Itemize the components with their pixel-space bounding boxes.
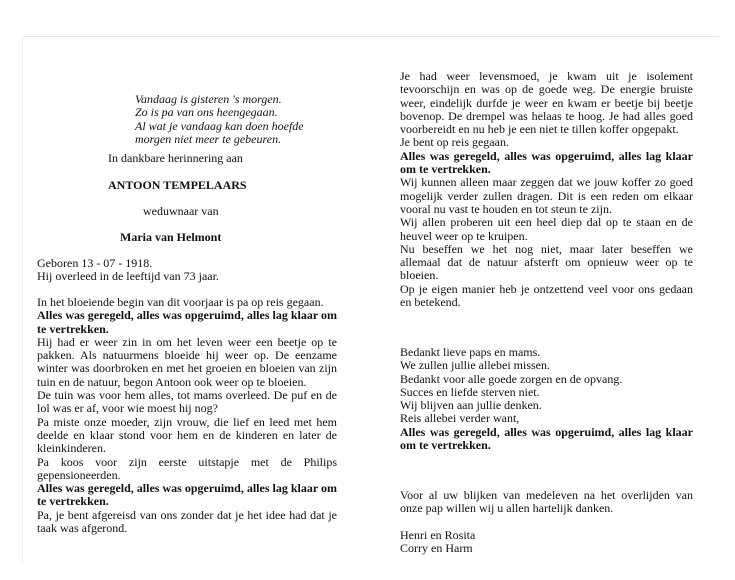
signature-line: Corry en Harm	[400, 541, 473, 556]
farewell-bold: Alles was geregeld, alles was opgeruimd, alles lag klaar om te vertrekken.	[400, 424, 693, 453]
poem-line: Zo is pa van ons heengegaan.	[135, 105, 278, 120]
paragraph-bold: Alles was geregeld, alles was opgeruimd, alles lag klaar om te vertrekken.	[400, 148, 693, 177]
farewell-line: Succes en liefde sterven niet.	[400, 384, 540, 399]
farewell-block	[400, 346, 693, 452]
paragraph: Hij had er weer zin in om het leven weer een beetje op te pakken. Als natuurmens bloeide hij weer op. De eenzame winter was doorbroken en met het groeien en bloeien van zijn tuin en de natuur, begon Antoon ook weer op te bloeien.	[37, 334, 337, 389]
poem-line: morgen niet meer te gebeuren.	[135, 131, 282, 146]
paragraph: Pa, je bent afgereisd van ons zonder dat je het idee had dat je taak was afgerond.	[37, 507, 337, 536]
farewell-line: Reis allebei verder want,	[400, 411, 520, 426]
card-border-left	[22, 36, 23, 564]
signature-line: Henri en Rosita	[400, 528, 476, 542]
remembrance-line: In dankbare herinnering aan	[108, 151, 243, 165]
deceased-name: ANTOON TEMPELAARS	[108, 178, 247, 192]
memorial-poem	[135, 93, 335, 146]
paragraph: Pa koos voor zijn eerste uitstapje met de Philips gepensioneerden.	[37, 454, 337, 482]
paragraph-bold: Alles was geregeld, alles was opgeruimd, alles lag klaar om te vertrekken.	[37, 308, 337, 336]
right-column-text	[400, 70, 693, 309]
paragraph: Nu beseffen we het nog niet, maar later beseffen we allemaal dat de natuur afsterft om opnieuw weer op te bloeien.	[400, 241, 693, 283]
poem-line: Vandaag is gisteren 's morgen.	[135, 92, 282, 106]
signatures	[400, 529, 693, 556]
paragraph: Wij allen proberen uit een heel diep dal op te staan en de heuvel weer op te kruipen.	[400, 215, 693, 243]
thanks-text: Voor al uw blijken van medeleven na het overlijden van onze pap willen wij u allen hartelijk danken.	[400, 488, 693, 516]
farewell-line: Wij blijven aan jullie denken.	[400, 398, 542, 413]
paragraph: Pa miste onze moeder, zijn vrouw, die lief en leed met hem deelde en klaar stond voor hem en de kinderen en later de kleinkinderen.	[37, 414, 337, 456]
card-border-top	[22, 36, 719, 37]
spouse-name: Maria van Helmont	[120, 230, 222, 244]
paragraph: In het bloeiende begin van dit voorjaar is pa op reis gegaan.	[37, 295, 324, 309]
paragraph: Je had weer levensmoed, je kwam uit je isolement tevoorschijn en was op de goede weg. De energie bruiste weer, eindelijk durfde je weer en kwam er beetje bij beetje bovenop. De drempel was helaas te hoog. Je had alles goed voorbereidt en nu heb je een niet te tillen koffer opgepakt.	[400, 69, 693, 137]
paragraph: De tuin was voor hem alles, tot mams overleed. De puf en de lol was er af, voor wie moest hij nog?	[37, 388, 337, 416]
paragraph-bold: Alles was geregeld, alles was opgeruimd, alles lag klaar om te vertrekken.	[37, 481, 337, 509]
left-column-text	[37, 296, 337, 535]
birth-date: Geboren 13 - 07 - 1918.	[37, 256, 153, 270]
poem-line: Al wat je vandaag kan doen hoefde	[135, 118, 304, 133]
paragraph: Op je eigen manier heb je ontzettend veel voor ons gedaan en betekend.	[400, 281, 693, 310]
widower-of-label: weduwnaar van	[143, 204, 219, 218]
paragraph: Wij kunnen alleen maar zeggen dat we jouw koffer zo goed mogelijk verder zullen dragen. Dit is een reden om elkaar vooral nu vast te houden en tot steun te zijn.	[400, 175, 693, 216]
farewell-line: Bedankt voor alle goede zorgen en de opvang.	[400, 371, 623, 386]
farewell-line: Bedankt lieve paps en mams.	[400, 345, 541, 359]
paragraph: Je bent op reis gegaan.	[400, 135, 509, 150]
farewell-line: We zullen jullie allebei missen.	[400, 358, 550, 373]
age-at-death: Hij overleed in de leeftijd van 73 jaar.	[37, 269, 219, 283]
thanks-block	[400, 489, 693, 516]
